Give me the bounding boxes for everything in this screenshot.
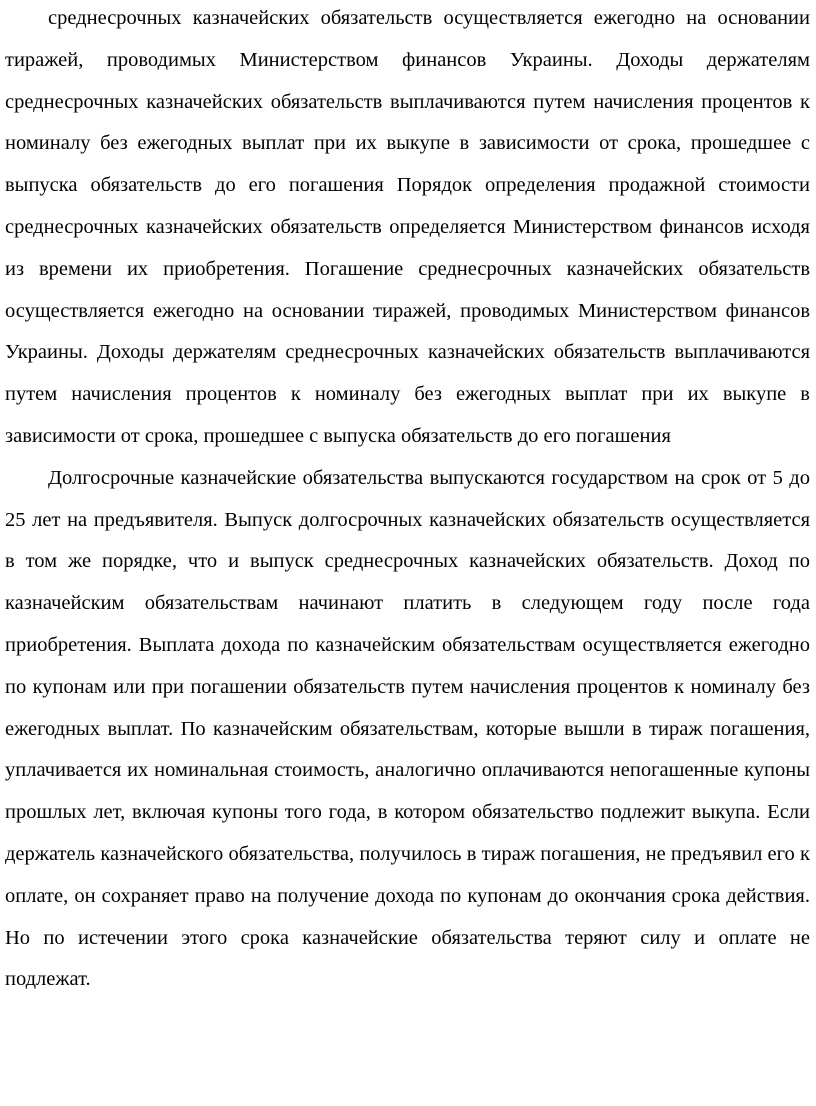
paragraph-medium-term-obligations: среднесрочных казначейских обязательств осуществляется ежегодно на основании тиражей, проводимых Министерством финансов Украины. Доходы держателям среднесрочных казначейских обязательств выплачиваются путем начисления процентов к номиналу без ежегодных выплат при их выкупе в зависимости от срока, прошедшее с выпуска обязательств до его погашения Порядок определения продажной стоимости среднесрочных казначейских обязательств определяется Министерством финансов исходя из времени их приобретения. Погашение среднесрочных казначейских обязательств осуществляется ежегодно на основании тиражей, проводимых Министерством финансов Украины. Доходы держателям среднесрочных казначейских обязательств выплачиваются путем начисления процентов к номиналу без ежегодных выплат при их выкупе в зависимости от срока, прошедшее с выпуска обязательств до его погашения [5, 7, 810, 447]
paragraph-long-term-obligations: Долгосрочные казначейские обязательства выпускаются государством на срок от 5 до 25 лет на предъявителя. Выпуск долгосрочных казначейских обязательств осуществляется в том же порядке, что и выпуск среднесрочных казначейских обязательств. Доход по казначейским обязательствам начинают платить в следующем году после года приобретения. Выплата дохода по казначейским обязательствам осуществляется ежегодно по купонам или при погашении обязательств путем начисления процентов к номиналу без ежегодных выплат. По казначейским обязательствам, которые вышли в тираж погашения, уплачивается их номинальная стоимость, аналогично оплачиваются непогашенные купоны прошлых лет, включая купоны того года, в котором обязательство подлежит выкупа. Если держатель казначейского обязательства, получилось в тираж погашения, не предъявил его к оплате, он сохраняет право на получение дохода по купонам до окончания срока действия. Но по истечении этого срока казначейские обязательства теряют силу и оплате не подлежат. [5, 466, 810, 991]
